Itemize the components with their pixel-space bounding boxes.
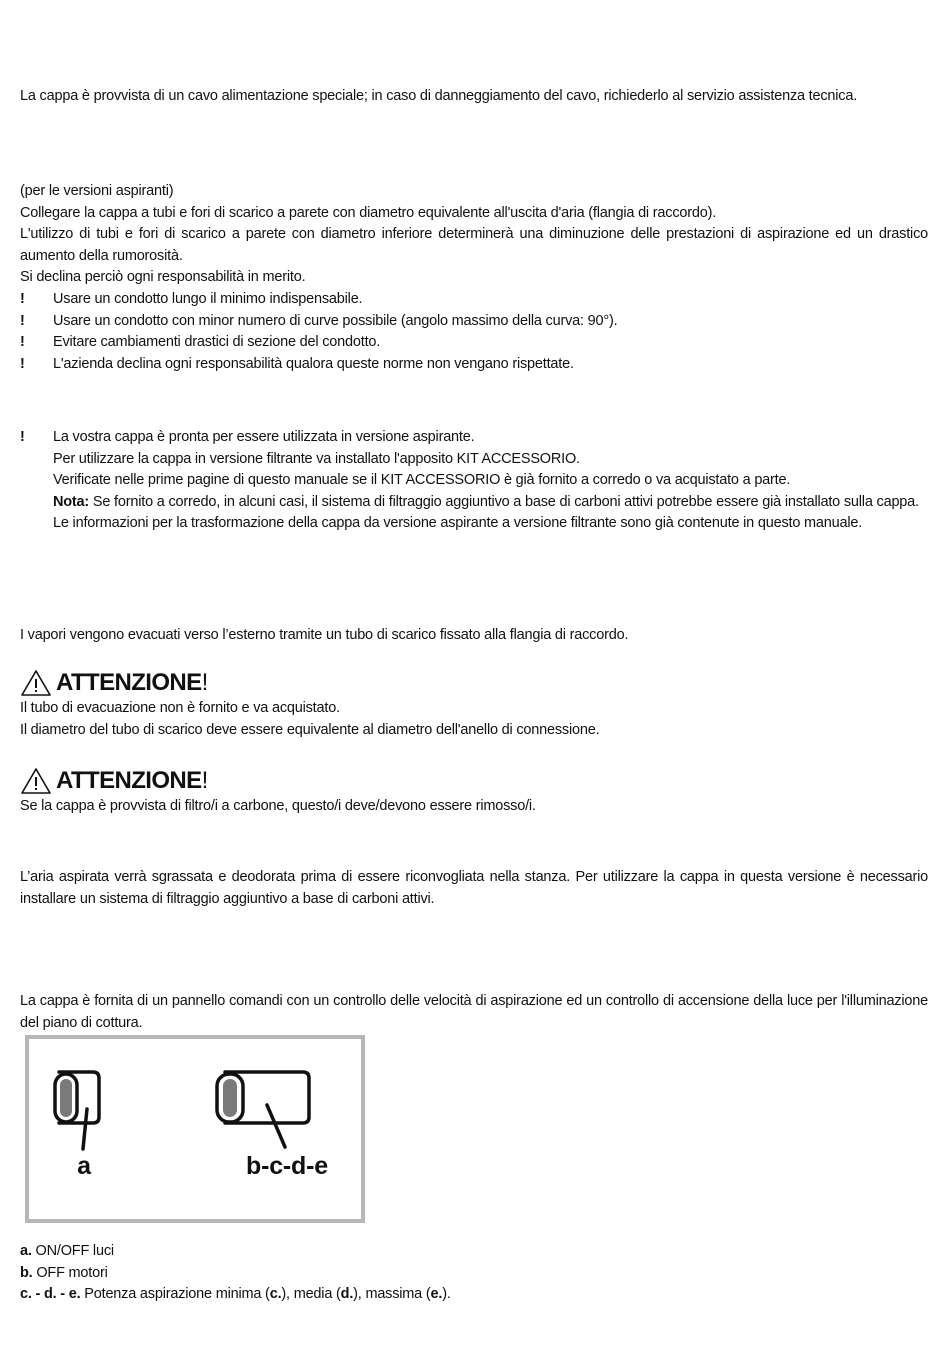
motor-switch-icon [217, 1072, 309, 1147]
legend-text: ). [442, 1286, 451, 1303]
switch-label-bcde: b-c-d-e [246, 1152, 328, 1180]
aspirante-line: Collegare la cappa a tubi e fori di scarico a parete con diametro equivalente all'uscita d'aria (flangia di raccordo). [20, 204, 717, 221]
warning-triangle-icon [20, 669, 52, 697]
kit-line: Per utilizzare la cappa in versione filtrante va installato l'apposito KIT ACCESSORIO. [53, 450, 580, 467]
legend-item-a [20, 1241, 928, 1263]
bullet-mark: ! [20, 290, 25, 307]
kit-nota [53, 492, 928, 514]
aspirante-line: Si declina perciò ogni responsabilità in merito. [20, 269, 306, 286]
legend-text: OFF motori [32, 1264, 108, 1281]
warning-title-text: ATTENZIONE [56, 767, 202, 795]
warning-triangle-icon [20, 767, 52, 795]
warning-title [20, 668, 928, 698]
kit-line: Verificate nelle prime pagine di questo manuale se il KIT ACCESSORIO è già fornito a corredo o va acquistato a parte. [53, 472, 791, 489]
intro-section [20, 86, 928, 108]
filtrante-section [20, 867, 928, 910]
legend-key-e: e. [430, 1286, 443, 1303]
aspirante-line: (per le versioni aspiranti) [20, 183, 174, 199]
vapori-section [20, 625, 928, 647]
legend-key: b. [20, 1264, 33, 1281]
comandi-text: La cappa è fornita di un pannello comandi con un controllo delle velocità di aspirazione ed un controllo di accensione della luce per l'illuminazione del piano di cottura. [20, 993, 928, 1031]
legend-text: ), massima ( [353, 1286, 431, 1303]
warning-exclamation: ! [201, 767, 208, 795]
legend-key-d: d. [340, 1286, 354, 1303]
bullet-text: Usare un condotto con minor numero di curve possibile (angolo massimo della curva: 90°). [53, 312, 618, 329]
kit-line: La vostra cappa è pronta per essere utilizzata in versione aspirante. [53, 429, 475, 445]
warning-exclamation: ! [201, 669, 208, 697]
aspirante-bullet [20, 354, 928, 376]
kit-line: Le informazioni per la trasformazione della cappa da versione aspirante a versione filtrante sono già contenute in questo manuale. [53, 515, 863, 532]
legend-key: a. [20, 1243, 32, 1259]
bullet-text: L'azienda declina ogni responsabilità qualora queste norme non vengano rispettate. [53, 355, 574, 372]
kit-bullet [20, 427, 928, 535]
aspirante-bullet [20, 289, 928, 311]
bullet-mark: ! [20, 429, 25, 445]
bullet-mark: ! [20, 355, 25, 372]
warning-title-text: ATTENZIONE [56, 669, 202, 697]
aspirante-line: L'utilizzo di tubi e fori di scarico a parete con diametro inferiore determinerà una diminuzione delle prestazioni di aspirazione ed un drastico aumento della rumorosità. [20, 226, 928, 264]
warning-line: Se la cappa è provvista di filtro/i a carbone, questo/i deve/devono essere rimosso/i. [20, 798, 536, 814]
warning-line: Il diametro del tubo di scarico deve essere equivalente al diametro dell'anello di connessione. [20, 721, 600, 738]
legend-text: ON/OFF luci [31, 1243, 114, 1259]
legend-item-b [20, 1263, 928, 1285]
control-panel-drawing [29, 1039, 361, 1219]
warning-title [20, 766, 928, 796]
bullet-text: Usare un condotto lungo il minimo indispensabile. [53, 290, 363, 307]
warning-2 [20, 766, 928, 818]
warning-line: Il tubo di evacuazione non è fornito e va acquistato. [20, 700, 340, 716]
light-switch-icon [55, 1072, 99, 1149]
bullet-mark: ! [20, 334, 25, 351]
aspirante-bullet [20, 332, 928, 354]
warning-1 [20, 668, 928, 741]
comandi-section [20, 991, 928, 1034]
nota-text: Se fornito a corredo, in alcuni casi, il sistema di filtraggio aggiuntivo a base di carboni attivi potrebbe essere già installato sulla cappa. [89, 493, 919, 510]
legend-text: Potenza aspirazione minima ( [80, 1286, 270, 1303]
aspirante-section [20, 181, 928, 375]
bullet-text: Evitare cambiamenti drastici di sezione del condotto. [53, 334, 381, 351]
switch-label-a: a [77, 1152, 91, 1180]
legend [20, 1241, 928, 1306]
legend-key: c. - d. - e. [20, 1286, 81, 1303]
nota-label: Nota: [53, 493, 90, 510]
aspirante-bullet [20, 311, 928, 333]
vapori-text: I vapori vengono evacuati verso l’esterno tramite un tubo di scarico fissato alla flangia di raccordo. [20, 627, 629, 643]
legend-key-c: c. [269, 1286, 282, 1303]
intro-text: La cappa è provvista di un cavo alimentazione speciale; in caso di danneggiamento del cavo, richiederlo al servizio assistenza tecnica. [20, 88, 858, 104]
kit-section [20, 427, 928, 535]
bullet-mark: ! [20, 312, 25, 329]
control-panel-diagram [25, 1035, 365, 1223]
filtrante-text: L’aria aspirata verrà sgrassata e deodorata prima di essere riconvogliata nella stanza. Per utilizzare la cappa in questa versione è necessario installare un sistema di filtraggio aggiuntivo a base di carboni attivi. [20, 869, 928, 907]
legend-text: ), media ( [281, 1286, 341, 1303]
legend-item-cde [20, 1284, 928, 1306]
